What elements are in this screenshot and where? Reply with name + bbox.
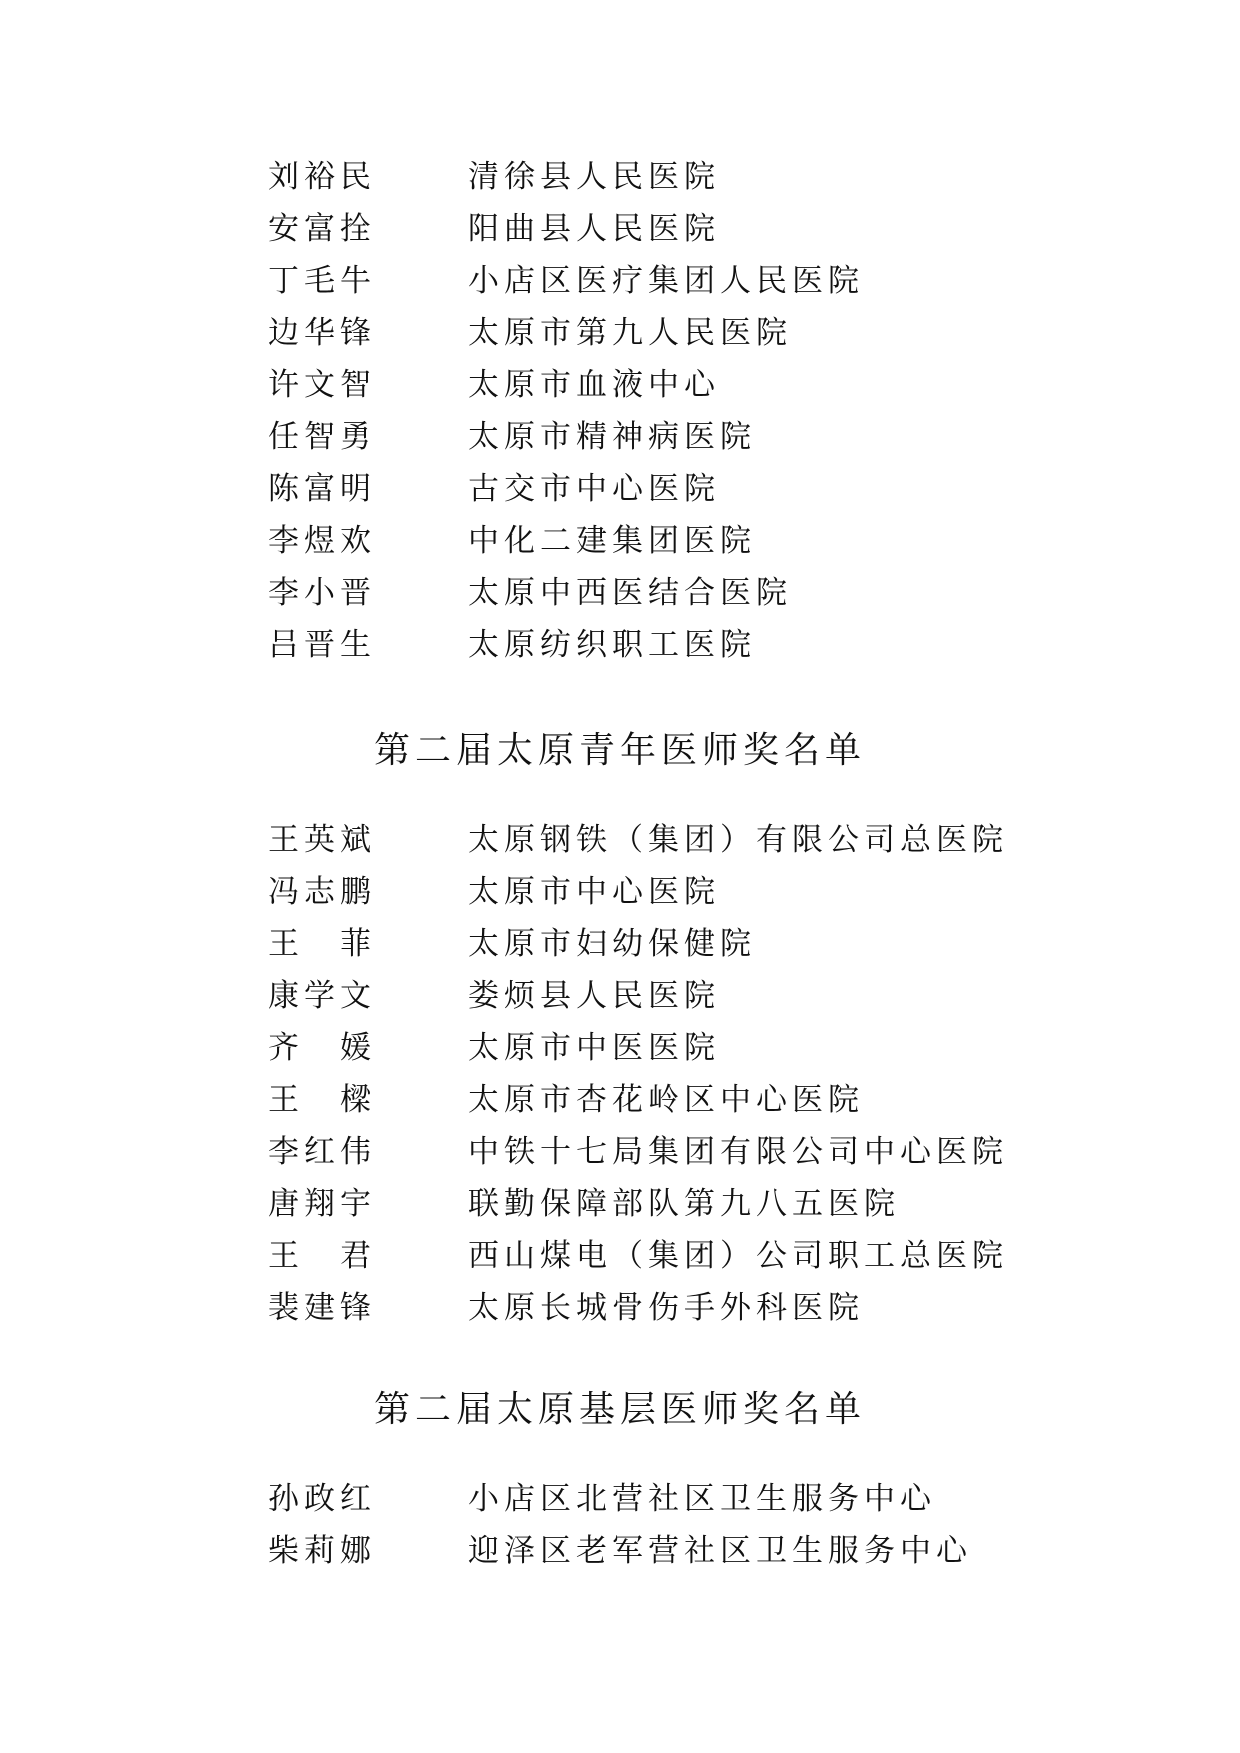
young-physician-award-title: 第二届太原青年医师奖名单 — [373, 730, 866, 771]
awardee-organization: 小店区北营社区卫生服务中心 — [468, 1480, 936, 1517]
list-item — [0, 199, 1240, 251]
awardee-organization: 清徐县人民医院 — [468, 158, 720, 195]
list-item — [0, 1174, 1240, 1226]
awardee-name: 王英斌 — [268, 821, 376, 858]
awardee-organization: 太原纺织职工医院 — [468, 626, 756, 663]
list-item — [0, 147, 1240, 199]
list-item — [0, 810, 1240, 862]
list-item — [0, 459, 1240, 511]
awardee-organization: 太原市中医医院 — [468, 1029, 720, 1066]
awardee-organization: 太原长城骨伤手外科医院 — [468, 1289, 864, 1326]
awardee-organization: 太原市精神病医院 — [468, 418, 756, 455]
list-item — [0, 563, 1240, 615]
awardee-name: 安富拴 — [268, 210, 376, 247]
awardee-name: 陈富明 — [268, 470, 376, 507]
awardee-name: 刘裕民 — [268, 158, 376, 195]
awardee-organization: 太原中西医结合医院 — [468, 574, 792, 611]
awardee-organization: 太原市中心医院 — [468, 873, 720, 910]
awardee-organization: 中铁十七局集团有限公司中心医院 — [468, 1133, 1008, 1170]
list-item — [0, 251, 1240, 303]
awardee-name: 冯志鹏 — [268, 873, 376, 910]
awardee-name: 唐翔宇 — [268, 1185, 376, 1222]
list-item — [0, 407, 1240, 459]
awardee-organization: 阳曲县人民医院 — [468, 210, 720, 247]
award-list-continued — [0, 147, 1240, 667]
awardee-name: 丁毛牛 — [268, 262, 376, 299]
list-item — [0, 1278, 1240, 1330]
awardee-name: 王 樑 — [268, 1081, 376, 1118]
awardee-organization: 太原市第九人民医院 — [468, 314, 792, 351]
awardee-name: 柴莉娜 — [268, 1532, 376, 1569]
awardee-name: 李小晋 — [268, 574, 376, 611]
grassroots-physician-award-title: 第二届太原基层医师奖名单 — [373, 1389, 866, 1430]
list-item — [0, 511, 1240, 563]
list-item — [0, 355, 1240, 407]
list-item — [0, 1521, 1240, 1573]
awardee-name: 李红伟 — [268, 1133, 376, 1170]
young-physician-award-list — [0, 810, 1240, 1330]
awardee-organization: 太原市杏花岭区中心医院 — [468, 1081, 864, 1118]
awardee-name: 康学文 — [268, 977, 376, 1014]
awardee-name: 孙政红 — [268, 1480, 376, 1517]
awardee-organization: 西山煤电（集团）公司职工总医院 — [468, 1237, 1008, 1274]
list-item — [0, 862, 1240, 914]
awardee-name: 许文智 — [268, 366, 376, 403]
awardee-name: 王 菲 — [268, 925, 376, 962]
awardee-organization: 太原钢铁（集团）有限公司总医院 — [468, 821, 1008, 858]
awardee-organization: 娄烦县人民医院 — [468, 977, 720, 1014]
awardee-name: 齐 媛 — [268, 1029, 376, 1066]
list-item — [0, 1469, 1240, 1521]
awardee-organization: 小店区医疗集团人民医院 — [468, 262, 864, 299]
awardee-name: 王 君 — [268, 1237, 376, 1274]
awardee-organization: 古交市中心医院 — [468, 470, 720, 507]
awardee-organization: 中化二建集团医院 — [468, 522, 756, 559]
list-item — [0, 914, 1240, 966]
awardee-organization: 迎泽区老军营社区卫生服务中心 — [468, 1532, 972, 1569]
list-item — [0, 1018, 1240, 1070]
list-item — [0, 1070, 1240, 1122]
awardee-name: 李煜欢 — [268, 522, 376, 559]
awardee-name: 吕晋生 — [268, 626, 376, 663]
grassroots-physician-award-list — [0, 1469, 1240, 1573]
list-item — [0, 1122, 1240, 1174]
awardee-organization: 联勤保障部队第九八五医院 — [468, 1185, 900, 1222]
awardee-organization: 太原市妇幼保健院 — [468, 925, 756, 962]
awardee-name: 边华锋 — [268, 314, 376, 351]
list-item — [0, 966, 1240, 1018]
list-item — [0, 1226, 1240, 1278]
awardee-name: 裴建锋 — [268, 1289, 376, 1326]
list-item — [0, 303, 1240, 355]
awardee-organization: 太原市血液中心 — [468, 366, 720, 403]
awardee-name: 任智勇 — [268, 418, 376, 455]
list-item — [0, 615, 1240, 667]
